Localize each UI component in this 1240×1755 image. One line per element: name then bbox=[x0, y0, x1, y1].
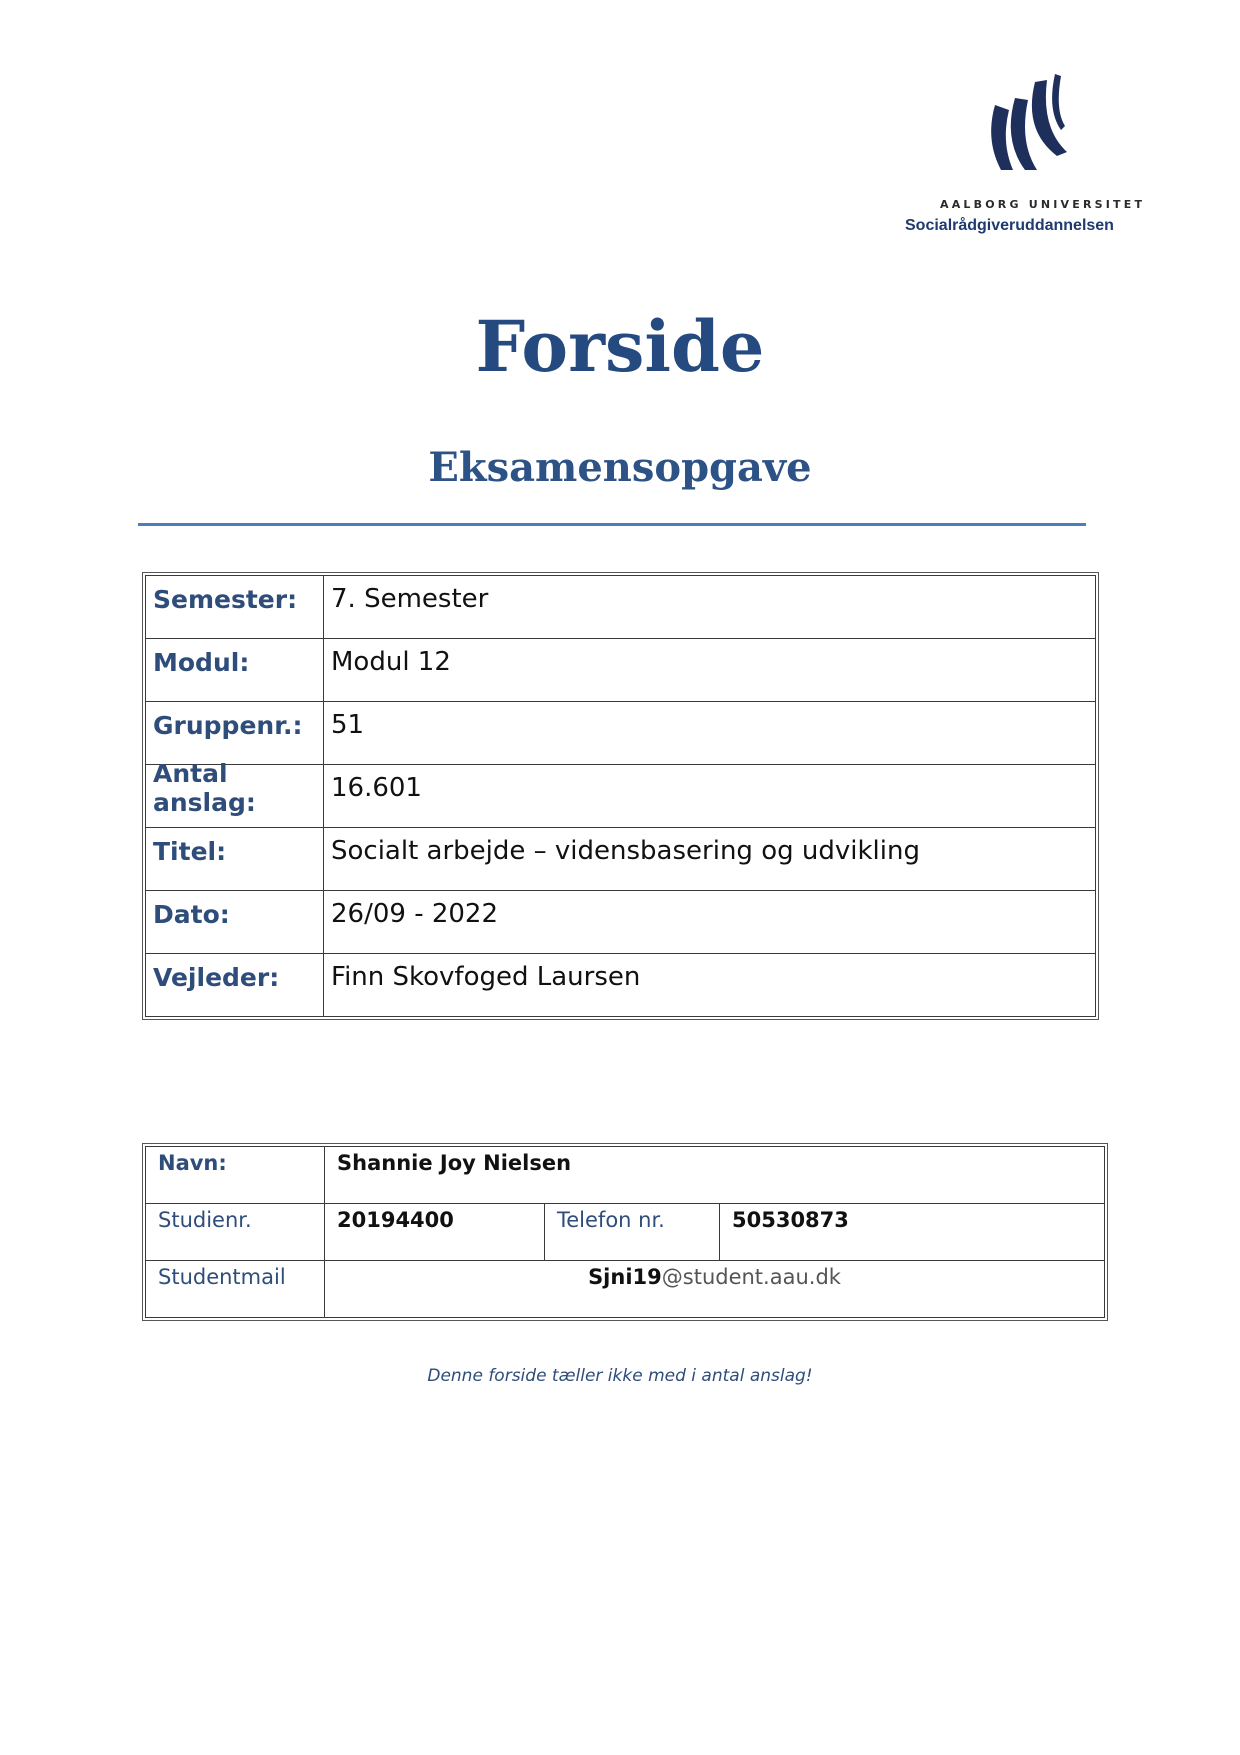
aau-wave-icon bbox=[975, 70, 1075, 170]
titel-label: Titel: bbox=[146, 828, 324, 891]
titel-value: Socialt arbejde – vidensbasering og udvikling bbox=[324, 828, 1096, 891]
anslag-value: 16.601 bbox=[324, 765, 1096, 828]
studentmail-label: Studentmail bbox=[146, 1261, 325, 1318]
exam-info-table bbox=[145, 575, 1096, 1017]
table-row bbox=[146, 1147, 1105, 1204]
table-row bbox=[146, 1204, 1105, 1261]
department-name: Socialrådgiveruddannelsen bbox=[905, 217, 1114, 234]
semester-value: 7. Semester bbox=[324, 576, 1096, 639]
table-row bbox=[146, 702, 1096, 765]
semester-label: Semester: bbox=[146, 576, 324, 639]
page-subtitle: Eksamensopgave bbox=[428, 444, 812, 491]
table-row bbox=[146, 954, 1096, 1017]
university-logo bbox=[900, 70, 1146, 240]
telefon-label: Telefon nr. bbox=[545, 1204, 720, 1261]
student-info-table bbox=[145, 1146, 1105, 1318]
dato-value: 26/09 - 2022 bbox=[324, 891, 1096, 954]
studienr-label: Studienr. bbox=[146, 1204, 325, 1261]
title-divider bbox=[138, 523, 1086, 526]
table-row bbox=[146, 765, 1096, 828]
gruppenr-value: 51 bbox=[324, 702, 1096, 765]
mail-domain: @student.aau.dk bbox=[661, 1265, 841, 1289]
table-row bbox=[146, 576, 1096, 639]
gruppenr-label: Gruppenr.: bbox=[146, 702, 324, 765]
page-title: Forside bbox=[475, 305, 765, 388]
table-row bbox=[146, 639, 1096, 702]
modul-value: Modul 12 bbox=[324, 639, 1096, 702]
navn-value: Shannie Joy Nielsen bbox=[325, 1147, 1105, 1204]
anslag-label: Antal anslag: bbox=[146, 765, 324, 828]
table-row bbox=[146, 828, 1096, 891]
studentmail-value bbox=[325, 1261, 1105, 1318]
vejleder-label: Vejleder: bbox=[146, 954, 324, 1017]
telefon-value: 50530873 bbox=[720, 1204, 1105, 1261]
table-row bbox=[146, 1261, 1105, 1318]
dato-label: Dato: bbox=[146, 891, 324, 954]
table-row bbox=[146, 891, 1096, 954]
university-name: AALBORG UNIVERSITET bbox=[940, 198, 1146, 211]
studienr-value: 20194400 bbox=[325, 1204, 545, 1261]
navn-label: Navn: bbox=[146, 1147, 325, 1204]
modul-label: Modul: bbox=[146, 639, 324, 702]
vejleder-value: Finn Skovfoged Laursen bbox=[324, 954, 1096, 1017]
mail-user: Sjni19 bbox=[588, 1265, 662, 1289]
footnote: Denne forside tæller ikke med i antal anslag! bbox=[427, 1366, 813, 1386]
